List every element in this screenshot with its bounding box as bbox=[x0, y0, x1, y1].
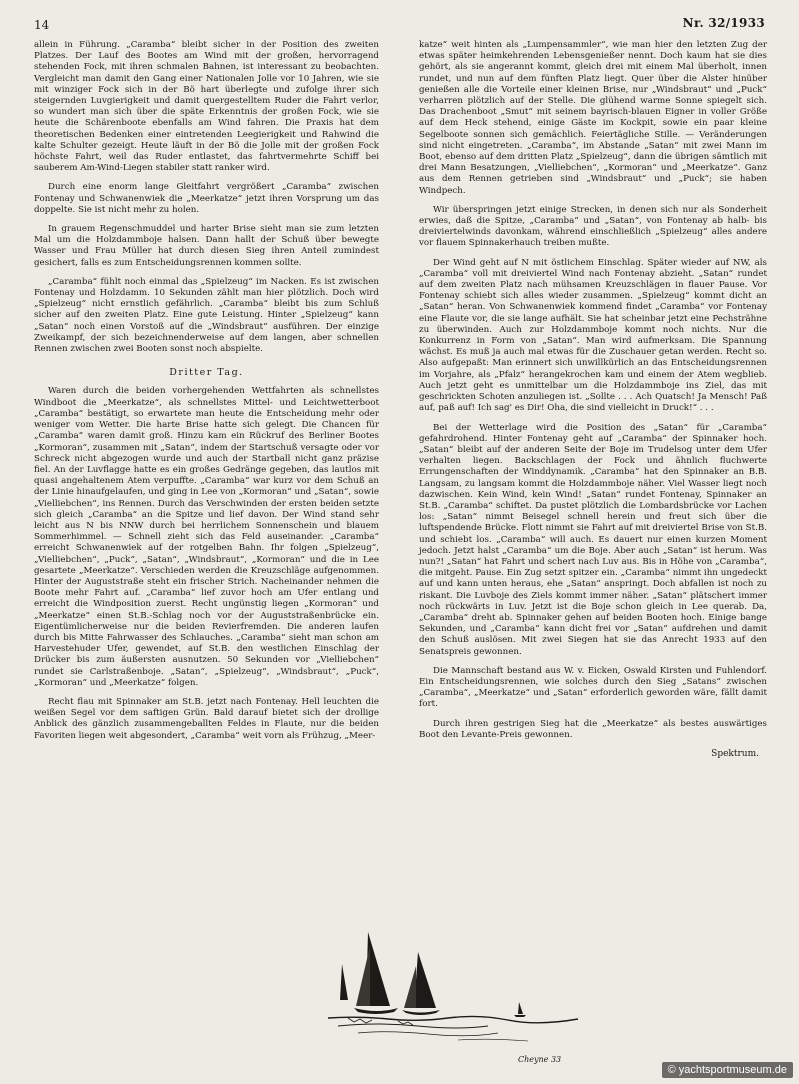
paragraph: Bei der Wetterlage wird die Position des „Satan“ für „Caramba“ gefahrdrohend. Hinter Fontenay geht auf „Caramba“ der Spinnaker hoch. „Satan“ bleibt auf der anderen Seite der Boje im Trudelsog unter dem Ufer verhalten liegen. Backschlagen der Fock und ähnlich fluchwerte Errungenschaften der Winddynamik. „Caramba“ hat den Spinnaker an B.B. Langsam, zu langsam kommt die Holzdammboje näher. Viel Wasser liegt noch dazwischen. Kein Wind, kein Wind! „Satan“ rundet Fontenay, Spinnaker an St.B. „Caramba“ schiftet. Da pustet plötzlich die Lombardsbrücke vor Lachen los: „Satan“ nimmt Beisegel schnell herein und freut sich über die luftspendende Brücke. Flott nimmt sie Fahrt auf mit dreiviertel Brise von St.B. und schiebt los. „Caramba“ will auch. Es dauert nur einen kurzen Moment jedoch. Jetzt halst „Caramba“ um die Boje. Aber auch „Satan“ ist herum. Was nun?! „Satan“ hat Fahrt und schert nach Luv aus. Bis in Höhe von „Caramba“, die mitgeht. Pause. Ein Zug setzt spitzer ein. „Caramba“ nimmt ihn ungedeckt auf und kann unten heraus, ehe „Satan“ anspringt. Doch abfallen ist noch zu riskant. Die Luvboje des Ziels kommt immer näher. „Satan“ plätschert immer noch rückwärts in Luv. Jetzt ist die Boje schon gleich in Lee querab. Da, „Caramba“ dreht ab. Spinnaker gehen auf beiden Booten hoch. Einige bange Sekunden, und „Caramba“ kann dicht frei vor „Satan“ aufdrehen und damit den Schuß auslösen. Mit zwei Siegen hat sie das Anrecht 1933 auf den Senatspreis gewonnen. bbox=[419, 422, 767, 657]
right-column bbox=[419, 40, 767, 760]
author-signature: Spektrum. bbox=[711, 748, 759, 759]
paragraph: Wir überspringen jetzt einige Strecken, in denen sich nur als Sonderheit erwies, daß die Spitze, „Caramba“ und „Satan“, von Fontenay ab halb- bis dreiviertelwinds davonkam, während einschließlich „Spielzeug“ alles andere vor flauem Spinnakerhauch treiben mußte. bbox=[419, 204, 767, 249]
paragraph: „Caramba“ fühlt noch einmal das „Spielzeug“ im Nacken. Es ist zwischen Fontenay und Holzdamm. 10 Sekunden zählt man hier plötzlich. Doch wird „Spielzeug“ nicht ernstlich gefährlich. „Caramba“ bleibt bis zum Schluß sicher auf den zweiten Platz. Eine gute Leistung. Hinter „Spielzeug“ kann „Satan“ noch einen Vorstoß auf die „Windsbraut“ ausführen. Der einzige Zweikampf, der sich bezeichnenderweise auf dem langen, aber schnellen Rennen zwischen zwei Booten sonst noch abspielte. bbox=[34, 276, 379, 355]
page-number: 14 bbox=[34, 18, 50, 32]
paragraph: Durch ihren gestrigen Sieg hat die „Meerkatze“ als bestes auswärtiges Boot den Levante-Preis gewonnen. bbox=[419, 718, 767, 740]
paragraph: Durch eine enorm lange Gleitfahrt vergrößert „Caramba“ zwischen Fontenay und Schwanenwiek die „Meerkatze“ jetzt ihren Vorsprung um das doppelte. Sie ist nicht mehr zu holen. bbox=[34, 182, 379, 215]
sailboats-sketch-icon bbox=[318, 922, 618, 1072]
issue-number: Nr. 32/1933 bbox=[682, 16, 765, 30]
paragraph: Die Mannschaft bestand aus W. v. Eicken, Oswald Kirsten und Fuhlendorf. Ein Entscheidungsrennen, wie solches durch den Sieg „Satans“ zwischen „Caramba“, „Meerkatze“ und „Satan“ erforderlich geworden wäre, fällt damit fort. bbox=[419, 665, 767, 710]
watermark: © yachtsportmuseum.de bbox=[662, 1062, 793, 1078]
artist-signature: Cheyne 33 bbox=[518, 1055, 562, 1064]
paragraph: Waren durch die beiden vorhergehenden Wettfahrten als schnellstes Windboot die „Meerkatze“, als schnellstes Mittel- und Leichtwetterboot „Caramba“ bestätigt, so erwartete man heute die Entscheidung mehr oder weniger vom Wetter. Die harte Brise hatte sich gelegt. Die Chancen für „Caramba“ waren damit groß. Hinzu kam ein Rückruf des Berliner Bootes „Kormoran“, zusammen mit „Satan“, indem der Startschuß versagte oder vor Schreck nicht abgezogen wurde und auch der Startball nicht ganz präzise fiel. An der Luvflagge hatte es ein großes Gedränge gegeben, das lautlos mit quasi angehaltenem Atem verpuffte. „Caramba“ war kurz vor dem Schuß an der Linie hinaufgelaufen, und ging in Lee von „Kormoran“ und „Satan“, sowie „Vielliebchen“, ins Rennen. Durch das Verschwinden der ersten beiden setzte sich gleich „Caramba“ an die Spitze und lief davon. Der Wind stand sehr leicht aus N bis NNW durch bei herrlichem Sonnenschein und blauem Sommerhimmel. — Schnell zieht sich das Feld auseinander. „Caramba“ erreicht Schwanenwiek auf der rotgelben Bahn. Ihr folgen „Spielzeug“, „Vielliebchen“, „Puck“, „Satan“, „Windsbraut“, „Kormoran“ und die in Lee gesartete „Meerkatze“. Verschieden werden die Kreuzschläge aufgenommen. Hinter der Auguststraße steht ein frischer Strich. Nacheinander nehmen die Boote mehr Fahrt auf. „Caramba“ lief zuvor hoch am Ufer entlang und erreicht die Windposition zuerst. Recht ungünstig liegen „Kormoran“ und „Meerkatze“ einen St.B.-Schlag noch vor der Auguststraßenbrücke ein. Eigentümlicherweise nur die beiden Revierfremden. Die anderen laufen durch bis Mitte Fahrwasser des Schlauches. „Caramba“ sieht man schon am Harvestehuder Ufer, gewendet, auf St.B. den westlichen Einschlag der Drücker bis zum äußersten ausnutzen. 50 Sekunden vor „Vielliebchen“ rundet sie Carlstraßenboje. „Satan“, „Spielzeug“, „Windsbraut“, „Puck“, „Kormoran“ und „Meerkatze“ folgen. bbox=[34, 386, 379, 688]
paragraph: katze“ weit hinten als „Lumpensammler“, wie man hier den letzten Zug der etwas später heimkehrenden Lebensgenießer nennt. Doch kaum hat sie dies gehört, als sie angerannt kommt, gleich drei mit einem Mal überholt, innen rundet, und nun auf dem fünften Platz liegt. Quer über die Alster hinüber genießen alle die Vorteile einer kleinen Brise, nur „Windsbraut“ und „Puck“ verharren plötzlich auf der Stelle. Die glühend warme Sonne spiegelt sich. Das Drachenboot „Smut“ mit seinem bayrisch-blauen Eigner in voller Größe auf dem Heck stehend, einige Gäste im Kockpit, sowie ein paar kleine Segelboote sonnen sich gemächlich. Feiertägliche Stille. — Veränderungen sind nicht eingetreten. „Caramba“, im Abstande „Satan“ mit zwei Mann im Boot, ebenso auf dem dritten Platz „Spielzeug“, dann die übrigen sämtlich mit drei Mann Besatzungen, „Vielliebchen“, „Kormoran“ und „Meerkatze“. Ganz aus dem Rennen getrieben sind „Windsbraut“ und „Puck“; sie haben Windpech. bbox=[419, 40, 767, 196]
paragraph: Recht flau mit Spinnaker am St.B. jetzt nach Fontenay. Hell leuchten die weißen Segel vor dem saftigen Grün. Bald darauf bietet sich der drollige Anblick des gänzlich zusammengeballten Feldes in Flaute, nur die beiden Favoriten liegen weit abgesondert, „Caramba“ weit vorn als Frühzug, „Meer- bbox=[34, 696, 379, 741]
paragraph: In grauem Regenschmuddel und harter Brise sieht man sie zum letzten Mal um die Holzdammboje halsen. Dann hallt der Schuß über bewegte Wasser und Frau Müller hat durch diesen Sieg ihren Anteil zumindest gesichert, falls es zum Entscheidungsrennen kommen sollte. bbox=[34, 224, 379, 268]
section-title: Dritter Tag. bbox=[169, 367, 244, 379]
paragraph: allein in Führung. „Caramba“ bleibt sicher in der Position des zweiten Platzes. Der Lauf des Bootes am Wind mit der großen, hervorragend stehenden Fock, mit ihren schmalen Bahnen, ist interessant zu beobachten. Vergleicht man damit den Gang einer Nationalen Jolle vor 10 Jahren, wie sie mit winziger Fock sich in der Bö hart überlegte und zufolge ihrer sich steigernden Luvgierigkeit und damit quergestelltem Ruder die Fahrt verlor, so wundert man sich über die späte Erkenntnis der großen Fock, wie sie heute die Schärenboote ebenfalls am Wind fahren. Die Praxis hat dem theoretischen Bedenken einer eintretenden Leegierigkeit und Rahwind die kalte Schulter gezeigt. Heute läuft in der Bö die Jolle mit der großen Fock höchste Fahrt, weil das Ruder entlastet, das fahrtvermehrte Schiff bei sauberem Am-Wind-Liegen stabiler statt ranker wird. bbox=[34, 40, 379, 174]
left-column bbox=[34, 40, 379, 750]
paragraph: Der Wind geht auf N mit östlichem Einschlag. Später wieder auf NW, als „Caramba“ voll mit dreiviertel Wind nach Fontenay abzieht. „Satan“ rundet auf dem zweiten Platz nach mühsamen Kreuzschlägen in flauer Pause. Vor Fontenay schiebt sich alles wieder zusammen. „Spielzeug“ kommt dicht an „Satan“ heran. Von Schwanenwiek kommend findet „Caramba“ vor Fontenay eine Flaute vor, die sie lange aufhält. Sie hat scheinbar jetzt eine Pechsträhne zu überwinden. Auch zur Holzdammboje kommt noch nichts. Nur die Konkurrenz in Form von „Satan“. Man wird aufmerksam. Die Spannung wächst. Es muß ja auch mal etwas für die Zuschauer getan werden. Recht so. Also aufgepaßt: Man erinnert sich unwillkürlich an das Entscheidungsrennen im Vorjahre, als „Pfalz“ herangekrochen kam und einem der Atem wegblieb. Auch jetzt geht es unmittelbar um die Holzdammboje ins Ziel, das mit geschrickten Schoten anzuliegen ist. „Sollte . . . Ach Quatsch! Ja Mensch! Paß auf, paß auf! Ich sag' es Dir! Oha, die sind vielleicht in Druck!“ . . . bbox=[419, 257, 767, 414]
